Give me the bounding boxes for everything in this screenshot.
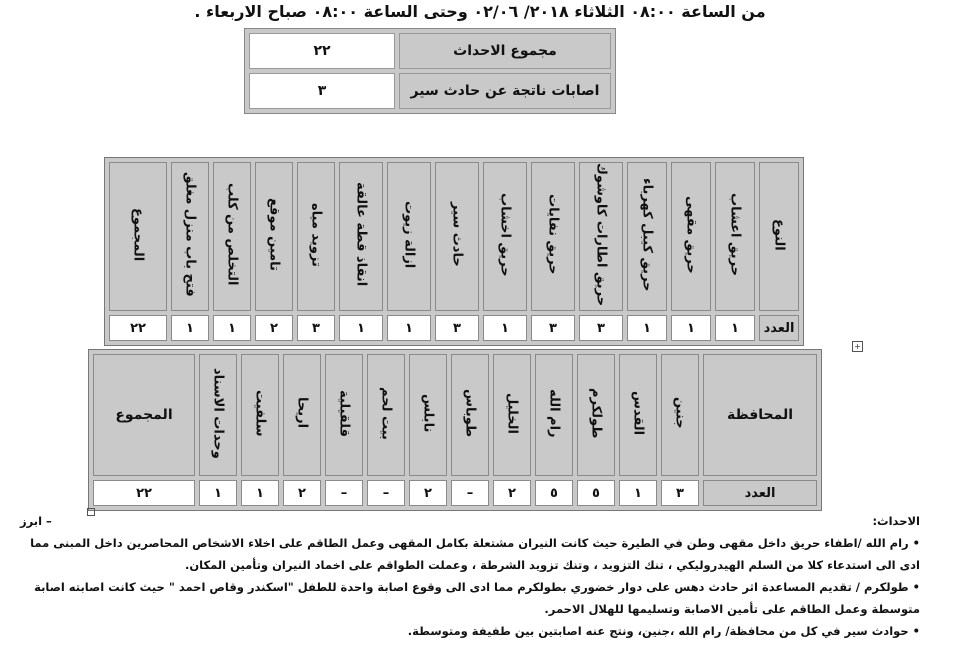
type-col-header: حريق نفايات	[531, 162, 575, 311]
gov-col-header: اريحا	[283, 354, 321, 476]
report-period-line: من الساعة ٠٨:٠٠ الثلاثاء ٢٠١٨/ ٠٢/٠٦ وحتى الساعة ٠٨:٠٠ صباح الاربعاء .	[194, 2, 766, 21]
gov-header-row	[93, 354, 817, 476]
gov-count-cell: ٣	[661, 480, 699, 506]
type-count-cell: ٢	[255, 315, 293, 341]
gov-col-header: بيت لحم	[367, 354, 405, 476]
gov-col-header: طوباس	[451, 354, 489, 476]
type-total-header: المجموع	[109, 162, 167, 311]
gov-col-header: نابلس	[409, 354, 447, 476]
type-count-cell: ١	[387, 315, 431, 341]
type-col-header: تزويد مياه	[297, 162, 335, 311]
type-count-label: العدد	[759, 315, 799, 341]
gov-col-header: الخليل	[493, 354, 531, 476]
gov-col-header: قلقيلية	[325, 354, 363, 476]
type-count-cell: ١	[171, 315, 209, 341]
gov-header-label: المحافظة	[703, 354, 817, 476]
note-item: • طولكرم / تقديم المساعدة اثر حادث دهس على دوار خضوري بطولكرم مما ادى الى وقوع اصابة واحدة للطفل "اسكندر وقاص احمد " حيث كانت اصابته اصابة متوسطة وعمل الطاقم على تأمين الاصابة وتسليمها للهلال الاحمر.	[34, 580, 920, 616]
type-count-row	[109, 315, 799, 341]
type-count-cell: ١	[483, 315, 527, 341]
traffic-injuries-label: اصابات ناتجة عن حادث سير	[399, 73, 611, 109]
gov-count-cell: ١	[619, 480, 657, 506]
type-count-cell: ١	[671, 315, 711, 341]
type-col-header: تامين موقع	[255, 162, 293, 311]
events-by-type-table	[104, 157, 804, 346]
type-col-header: حريق كيبل كهرباء	[627, 162, 667, 311]
gov-count-cell: –	[451, 480, 489, 506]
type-col-header: حريق اخشاب	[483, 162, 527, 311]
traffic-injuries-value: ٣	[249, 73, 395, 109]
type-col-header: حريق مقهى	[671, 162, 711, 311]
type-header-label: النوع	[759, 162, 799, 311]
notes-highlights-label: – ابرز	[20, 514, 52, 528]
note-item: • حوادث سير في كل من محافظة/ رام الله ،جنين، ونتج عنه اصابتين بين طفيفة ومتوسطة.	[407, 624, 920, 638]
gov-count-cell: ٢	[493, 480, 531, 506]
type-count-cell: ٣	[297, 315, 335, 341]
type-col-header: حادث سير	[435, 162, 479, 311]
summary-table	[244, 28, 616, 114]
type-col-header: حريق اطارات كاوشوك	[579, 162, 623, 311]
gov-total-cell: ٢٢	[93, 480, 195, 506]
gov-count-cell: ٥	[535, 480, 573, 506]
gov-col-header: وحدات الاسناد	[199, 354, 237, 476]
gov-count-cell: ١	[241, 480, 279, 506]
gov-count-cell: ٢	[409, 480, 447, 506]
type-count-cell: ١	[339, 315, 383, 341]
type-col-header: انقاذ قطة عالقة	[339, 162, 383, 311]
gov-count-label: العدد	[703, 480, 817, 506]
table-move-handle-icon[interactable]: +	[852, 341, 863, 352]
type-count-cell: ٣	[435, 315, 479, 341]
notes-section	[20, 510, 920, 642]
gov-col-header: سلفيت	[241, 354, 279, 476]
type-total-cell: ٢٢	[109, 315, 167, 341]
gov-col-header: جنين	[661, 354, 699, 476]
gov-count-row	[93, 480, 817, 506]
type-count-cell: ٣	[579, 315, 623, 341]
gov-count-cell: –	[367, 480, 405, 506]
gov-col-header: طولكرم	[577, 354, 615, 476]
type-count-cell: ١	[715, 315, 755, 341]
notes-header	[20, 510, 920, 532]
type-header-row	[109, 162, 799, 311]
gov-count-cell: ٥	[577, 480, 615, 506]
gov-count-cell: ١	[199, 480, 237, 506]
type-count-cell: ١	[213, 315, 251, 341]
type-col-header: التخلص من كلب	[213, 162, 251, 311]
note-item: • رام الله /اطفاء حريق داخل مقهى وطن في الطيرة حيث كانت النيران مشتعلة بكامل المقهى وعمل الطاقم على اخلاء الاشخاص المحاصرين داخل المبنى مما ادى الى استدعاء كلا من السلم الهيدروليكي ، تنك التزويد ، وتنك تزويد الشرطة ، وعملت الطواقم على اخماد النيران وتأمين المكان.	[30, 536, 920, 572]
type-count-cell: ٣	[531, 315, 575, 341]
summary-row	[249, 73, 611, 109]
events-by-governorate-table	[88, 349, 822, 511]
notes-title: الاحداث:	[872, 514, 920, 528]
summary-row	[249, 33, 611, 69]
gov-total-header: المجموع	[93, 354, 195, 476]
gov-count-cell: –	[325, 480, 363, 506]
total-events-value: ٢٢	[249, 33, 395, 69]
type-col-header: فتح باب منزل مغلق	[171, 162, 209, 311]
gov-col-header: رام الله	[535, 354, 573, 476]
type-col-header: حريق اعشاب	[715, 162, 755, 311]
gov-count-cell: ٢	[283, 480, 321, 506]
type-col-header: ازالة زيوت	[387, 162, 431, 311]
gov-col-header: القدس	[619, 354, 657, 476]
type-count-cell: ١	[627, 315, 667, 341]
total-events-label: مجموع الاحداث	[399, 33, 611, 69]
